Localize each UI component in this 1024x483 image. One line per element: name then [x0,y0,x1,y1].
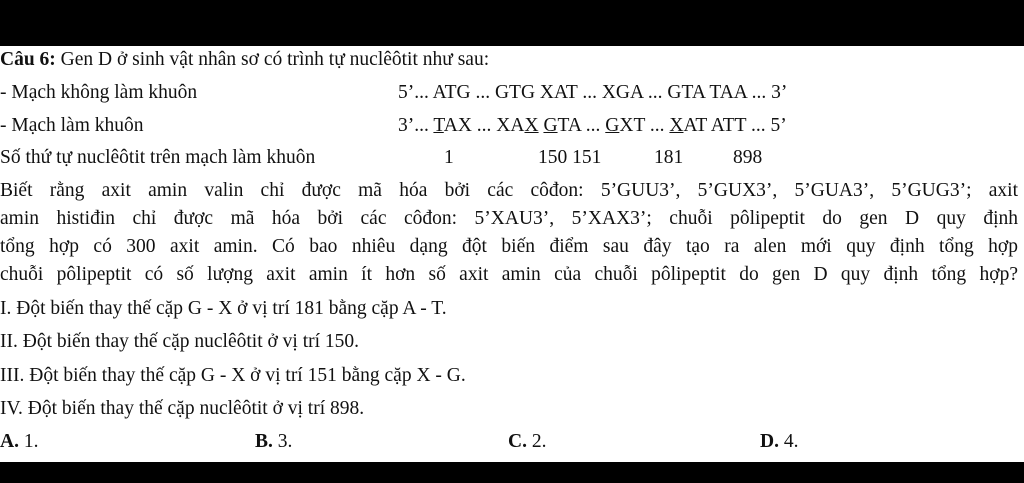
paragraph-line-4: chuỗi pôlipeptit có số lượng axit amin ít hơn số axit amin của chuỗi pôlipeptit do gen D quy định tổng hợp? [0,264,1018,285]
option-c[interactable]: C. 2. [508,431,547,452]
row1-sequence: 5’... ATG ... GTG XAT ... XGA ... GTA TAA ... 3’ [398,82,788,103]
paragraph-line-3: tổng hợp có 300 axit amin. Có bao nhiêu dạng đột biến điểm sau đây tạo ra alen mới quy định tổng hợp [0,236,1018,257]
statement-1: I. Đột biến thay thế cặp G - X ở vị trí 181 bằng cặp A - T. [0,298,447,319]
position-1: 1 [444,147,454,168]
position-181: 181 [654,147,684,168]
row2-label: - Mạch làm khuôn [0,115,144,136]
row1-label: - Mạch không làm khuôn [0,82,198,103]
statement-4: IV. Đột biến thay thế cặp nuclêôtit ở vị trí 898. [0,398,365,419]
question-label: Câu 6: [0,49,56,70]
paragraph-line-1: Biết rằng axit amin valin chỉ được mã hóa bởi các côđon: 5’GUU3’, 5’GUX3’, 5’GUA3’, 5’GUG3’; axit [0,180,1018,201]
question-stem-line [0,48,489,72]
question-stem: Gen D ở sinh vật nhân sơ có trình tự nuclêôtit như sau: [55,49,490,70]
question-page [0,46,1024,462]
statement-2: II. Đột biến thay thế cặp nuclêôtit ở vị trí 150. [0,331,360,352]
statement-3: III. Đột biến thay thế cặp G - X ở vị trí 151 bằng cặp X - G. [0,365,466,386]
paragraph-line-2: amin histiđin chỉ được mã hóa bởi các côđon: 5’XAU3’, 5’XAX3’; chuỗi pôlipeptit do gen D quy định [0,208,1018,229]
position-898: 898 [733,147,763,168]
option-b[interactable]: B. 3. [255,431,293,452]
position-150-151: 150 151 [538,147,602,168]
option-d[interactable]: D. 4. [760,431,799,452]
row3-label: Số thứ tự nuclêôtit trên mạch làm khuôn [0,147,316,168]
option-a[interactable]: A. 1. [0,431,39,452]
row2-sequence: 3’... TAX ... XAX GTA ... GXT ... XAT ATT ... 5’ [398,115,787,136]
